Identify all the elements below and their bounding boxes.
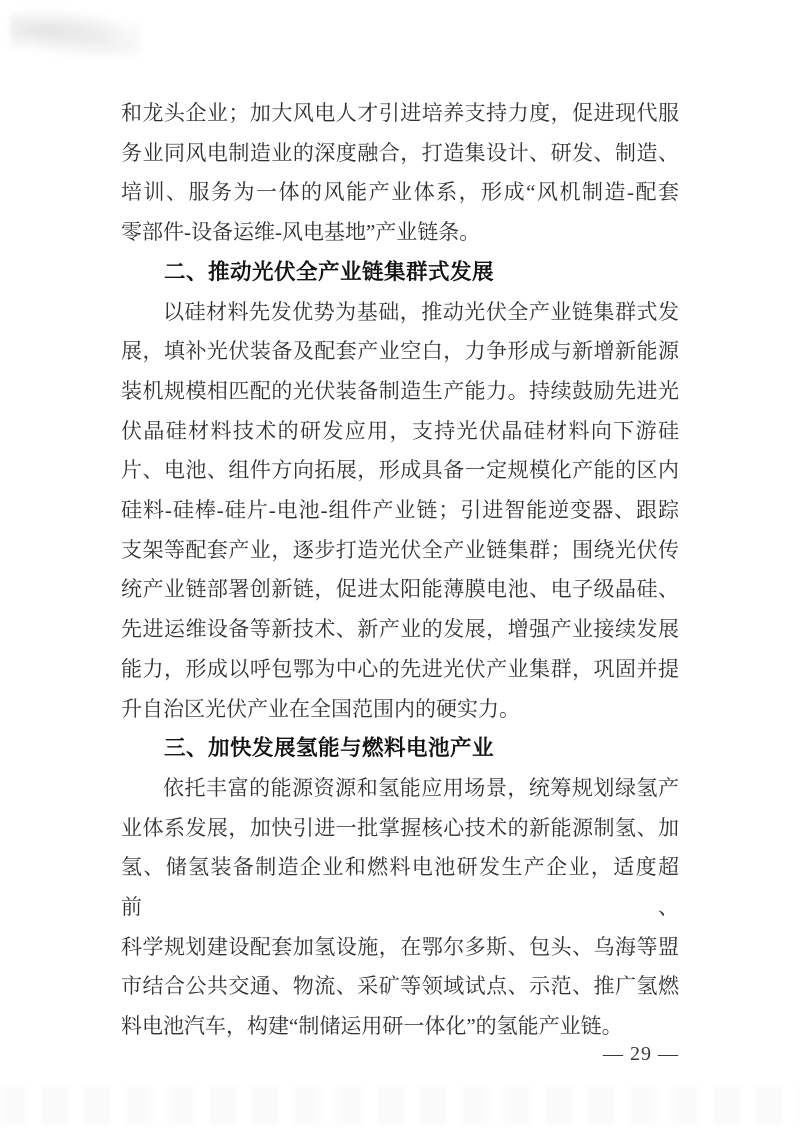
- scan-noise-bottom: [0, 1086, 800, 1124]
- text-line: 市结合公共交通、物流、采矿等领域试点、示范、推广氢燃: [121, 974, 679, 999]
- text-line: 统产业链部署创新链，促进太阳能薄膜电池、电子级晶硅、: [121, 577, 679, 602]
- text-line: 零部件-设备运维-风电基地”产业链条。: [121, 220, 481, 245]
- section-heading-2: 二、推动光伏全产业链集群式发展: [164, 259, 495, 284]
- text-line: 先进运维设备等新技术、新产业的发展，增强产业接续发展: [121, 617, 679, 642]
- text-line: 科学规划建设配套加氢设施，在鄂尔多斯、包头、乌海等盟: [121, 934, 679, 959]
- text-line: 片、电池、组件方向拓展，形成具备一定规模化产能的区内: [121, 458, 679, 483]
- section-heading-3: 三、加快发展氢能与燃料电池产业: [164, 736, 495, 761]
- text-line: 依托丰富的能源资源和氢能应用场景，统筹规划绿氢产: [163, 775, 679, 800]
- text-line: 料电池汽车，构建“制储运用研一体化”的氢能产业链。: [121, 1014, 623, 1039]
- text-line: 展，填补光伏装备及配套产业空白，力争形成与新增新能源: [121, 339, 679, 364]
- text-line: 能力，形成以呼包鄂为中心的先进光伏产业集群，巩固并提: [121, 656, 679, 681]
- text-line: 业体系发展，加快引进一批掌握核心技术的新能源制氢、加: [121, 815, 679, 840]
- text-line: 培训、服务为一体的风能产业体系，形成“风机制造-配套: [121, 180, 679, 205]
- text-line: 以硅材料先发优势为基础，推动光伏全产业链集群式发: [163, 299, 679, 324]
- text-line: 和龙头企业；加大风电人才引进培养支持力度，促进现代服: [121, 101, 679, 125]
- scan-noise-top: [10, 8, 140, 56]
- text-line: 伏晶硅材料技术的研发应用，支持光伏晶硅材料向下游硅: [121, 418, 679, 443]
- text-line: 支架等配套产业，逐步打造光伏全产业链集群；围绕光伏传: [121, 537, 679, 562]
- text-line: 装机规模相匹配的光伏装备制造生产能力。持续鼓励先进光: [121, 378, 679, 403]
- text-line: 氢、储氢装备制造企业和燃料电池研发生产企业，适度超前、: [121, 855, 679, 920]
- page-footer: [121, 1042, 679, 1066]
- text-line: 硅料-硅棒-硅片-电池-组件产业链；引进智能逆变器、跟踪: [121, 498, 679, 523]
- text-line: 升自治区光伏产业在全国范围内的硬实力。: [121, 696, 520, 721]
- text-line: 务业同风电制造业的深度融合，打造集设计、研发、制造、: [121, 140, 679, 165]
- document-body: [121, 94, 679, 1047]
- page-number: — 29 —: [603, 1043, 679, 1065]
